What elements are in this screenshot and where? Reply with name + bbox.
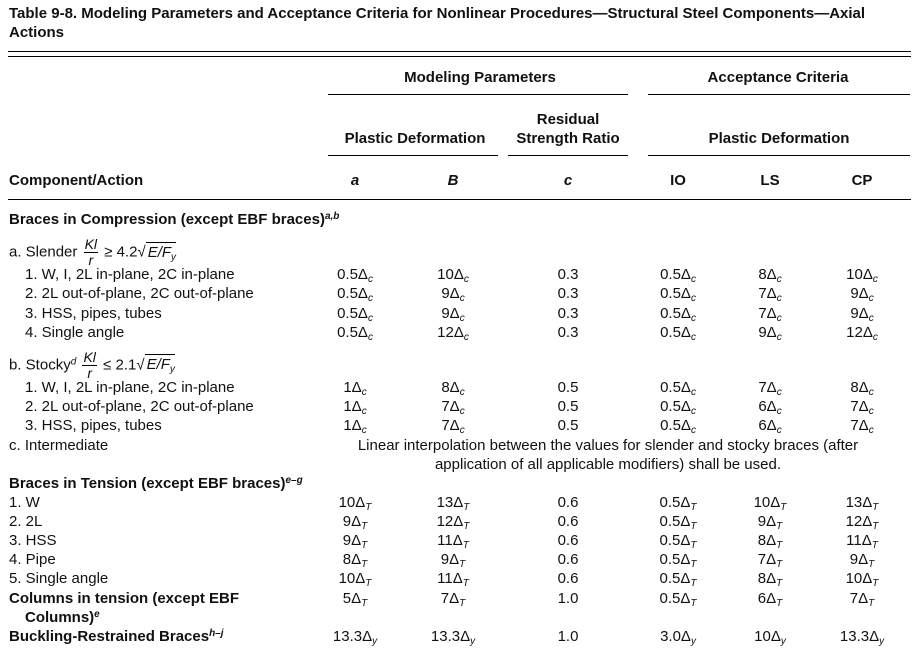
brb-c: 1.0	[557, 627, 579, 645]
cell-cp: $13\Delta_T$	[845, 493, 879, 513]
row-label: 1. W, I, 2L in-plane, 2C in-plane	[25, 378, 235, 396]
columns-title: Columns in tension (except EBF Columns)$^e$	[9, 589, 240, 626]
row-label: 2. 2L out-of-plane, 2C out-of-plane	[25, 398, 254, 416]
cell-io: $0.5\Delta_T$	[659, 512, 697, 532]
table-row	[0, 323, 919, 342]
cell-c: 0.5	[557, 398, 579, 416]
cell-ls: $7\Delta_T$	[757, 551, 783, 571]
cell-b: $13\Delta_T$	[436, 493, 470, 513]
cell-ls: $9\Delta_T$	[757, 512, 783, 532]
brb-cp: $13.3\Delta_y$	[839, 627, 885, 647]
plastic-deformation-header-mp: Plastic Deformation	[344, 130, 486, 147]
compression-title: Braces in Compression (except EBF braces)$^{a,b}$	[9, 211, 340, 228]
residual-strength-header-line1: Residual	[536, 111, 600, 128]
cell-io: $0.5\Delta_c$	[660, 398, 696, 418]
brb-ls: $10\Delta_y$	[754, 627, 786, 647]
kl-over-r: $\frac{Kl}{r}$	[83, 348, 96, 381]
cell-cp: $12\Delta_T$	[845, 512, 879, 532]
col-cp-header: CP	[851, 172, 873, 189]
brb-b: $13.3\Delta_y$	[430, 627, 476, 647]
top-rule	[8, 51, 911, 52]
cell-ls: $8\Delta_T$	[757, 532, 783, 552]
stocky-row	[0, 342, 919, 381]
row-label: 3. HSS, pipes, tubes	[25, 304, 162, 322]
cell-c: 0.6	[557, 493, 579, 511]
table-row	[0, 493, 919, 512]
cell-cp: $12\Delta_c$	[846, 323, 878, 343]
slender-label: a. Slender $\frac{Kl}{r}$ ≥ 4.2√ $E/F_y$	[9, 236, 177, 269]
cell-io: $0.5\Delta_T$	[659, 532, 697, 552]
modeling-parameters-rule	[328, 94, 628, 95]
cell-b: $8\Delta_c$	[441, 378, 465, 398]
columns-b: $7\Delta_T$	[440, 589, 466, 609]
col-c-header: c	[563, 172, 573, 189]
cell-io: $0.5\Delta_c$	[660, 323, 696, 343]
cell-cp: $11\Delta_T$	[846, 532, 878, 552]
cell-cp: $9\Delta_c$	[850, 285, 874, 305]
cell-a: $1\Delta_c$	[343, 378, 367, 398]
table-row	[0, 284, 919, 303]
brb-row	[0, 627, 919, 646]
cell-c: 0.3	[557, 266, 579, 284]
cell-cp: $7\Delta_c$	[850, 398, 874, 418]
cell-c: 0.3	[557, 304, 579, 322]
cell-b: $7\Delta_c$	[441, 417, 465, 437]
row-label: 4. Single angle	[25, 323, 125, 341]
brb-title: Buckling-Restrained Braces$^{h-j}$	[9, 627, 224, 645]
columns-c: 1.0	[557, 589, 579, 607]
table-row	[0, 265, 919, 284]
cell-ls: $7\Delta_c$	[758, 304, 782, 324]
cell-a: $0.5\Delta_c$	[337, 266, 373, 286]
plastic-deformation-ac-rule	[648, 155, 910, 156]
col-b-header: B	[447, 172, 459, 189]
cell-ls: $7\Delta_c$	[758, 378, 782, 398]
cell-c: 0.6	[557, 551, 579, 569]
cell-io: $0.5\Delta_c$	[660, 266, 696, 286]
columns-io: $0.5\Delta_T$	[659, 589, 697, 609]
cell-a: $1\Delta_c$	[343, 398, 367, 418]
cell-io: $0.5\Delta_c$	[660, 378, 696, 398]
cell-b: $10\Delta_c$	[437, 266, 469, 286]
cell-b: $12\Delta_T$	[436, 512, 470, 532]
cell-io: $0.5\Delta_c$	[660, 417, 696, 437]
residual-strength-rule	[508, 155, 628, 156]
modeling-parameters-header: Modeling Parameters	[404, 69, 556, 86]
cell-a: $0.5\Delta_c$	[337, 285, 373, 305]
cell-ls: $8\Delta_T$	[757, 570, 783, 590]
table-row	[0, 416, 919, 435]
cell-ls: $7\Delta_c$	[758, 285, 782, 305]
table-row	[0, 378, 919, 397]
columns-a: $5\Delta_T$	[342, 589, 368, 609]
cell-c: 0.5	[557, 417, 579, 435]
cell-cp: $10\Delta_T$	[845, 570, 879, 590]
residual-strength-header-line2: Strength Ratio	[516, 130, 620, 147]
table-body	[0, 210, 919, 646]
cell-a: $9\Delta_T$	[342, 512, 368, 532]
cell-a: $8\Delta_T$	[342, 551, 368, 571]
table-row	[0, 512, 919, 531]
cell-io: $0.5\Delta_c$	[660, 285, 696, 305]
component-action-header: Component/Action	[9, 172, 144, 189]
intermediate-row	[0, 436, 919, 474]
slender-row	[0, 229, 919, 269]
top-rule-2	[8, 56, 911, 57]
row-label: 5. Single angle	[9, 570, 109, 588]
cell-cp: $10\Delta_c$	[846, 266, 878, 286]
columns-row	[0, 589, 919, 627]
plastic-deformation-mp-rule	[328, 155, 498, 156]
cell-b: $7\Delta_c$	[441, 398, 465, 418]
table-title: Table 9-8. Modeling Parameters and Acceptance Criteria for Nonlinear Procedures—Structural Steel Components—Axial Actions	[9, 5, 866, 41]
cell-io: $0.5\Delta_T$	[659, 570, 697, 590]
cell-a: $9\Delta_T$	[342, 532, 368, 552]
cell-c: 0.5	[557, 378, 579, 396]
row-label: 2. 2L	[9, 512, 43, 530]
cell-b: $11\Delta_T$	[437, 532, 469, 552]
table-row	[0, 397, 919, 416]
cell-io: $0.5\Delta_c$	[660, 304, 696, 324]
intermediate-label: c. Intermediate	[9, 436, 109, 454]
cell-io: $0.5\Delta_T$	[659, 551, 697, 571]
columns-cp: $7\Delta_T$	[849, 589, 875, 609]
tension-title: Braces in Tension (except EBF braces)$^{e-g}$	[9, 474, 303, 492]
columns-ls: $6\Delta_T$	[757, 589, 783, 609]
cell-cp: $7\Delta_c$	[850, 417, 874, 437]
cell-a: $1\Delta_c$	[343, 417, 367, 437]
row-label: 3. HSS, pipes, tubes	[25, 417, 162, 435]
col-ls-header: LS	[760, 172, 780, 189]
cell-ls: $10\Delta_T$	[753, 493, 787, 513]
col-io-header: IO	[670, 172, 686, 189]
table-row	[0, 304, 919, 323]
cell-io: $0.5\Delta_T$	[659, 493, 697, 513]
row-label: 1. W, I, 2L in-plane, 2C in-plane	[25, 266, 235, 284]
cell-c: 0.6	[557, 512, 579, 530]
cell-c: 0.6	[557, 532, 579, 550]
cell-c: 0.3	[557, 323, 579, 341]
cell-a: $0.5\Delta_c$	[337, 323, 373, 343]
cell-c: 0.3	[557, 285, 579, 303]
cell-b: $12\Delta_c$	[437, 323, 469, 343]
stocky-label: b. Stocky$^d$ $\frac{Kl}{r}$ ≤ 2.1√ $E/F_y$	[9, 348, 175, 381]
col-a-header: a	[350, 172, 360, 189]
acceptance-criteria-rule	[648, 94, 910, 95]
cell-cp: $9\Delta_c$	[850, 304, 874, 324]
table-row	[0, 550, 919, 569]
row-label: 4. Pipe	[9, 551, 56, 569]
cell-ls: $6\Delta_c$	[758, 398, 782, 418]
cell-c: 0.6	[557, 570, 579, 588]
cell-ls: $9\Delta_c$	[758, 323, 782, 343]
row-label: 1. W	[9, 493, 40, 511]
cell-ls: $8\Delta_c$	[758, 266, 782, 286]
table-row	[0, 569, 919, 588]
cell-b: $9\Delta_T$	[440, 551, 466, 571]
table-row	[0, 531, 919, 550]
intermediate-text: Linear interpolation between the values for slender and stocky braces (after application of all applicable modifiers) shall be used.	[357, 436, 859, 473]
brb-io: $3.0\Delta_y$	[660, 627, 696, 647]
row-label: 3. HSS	[9, 532, 57, 550]
header-bottom-rule	[8, 199, 911, 200]
plastic-deformation-header-ac: Plastic Deformation	[708, 130, 850, 147]
acceptance-criteria-header: Acceptance Criteria	[707, 69, 849, 86]
cell-cp: $8\Delta_c$	[850, 378, 874, 398]
cell-b: $9\Delta_c$	[441, 285, 465, 305]
cell-a: $0.5\Delta_c$	[337, 304, 373, 324]
cell-a: $10\Delta_T$	[338, 570, 372, 590]
cell-ls: $6\Delta_c$	[758, 417, 782, 437]
cell-cp: $9\Delta_T$	[849, 551, 875, 571]
row-label: 2. 2L out-of-plane, 2C out-of-plane	[25, 285, 254, 303]
cell-a: $10\Delta_T$	[338, 493, 372, 513]
cell-b: $9\Delta_c$	[441, 304, 465, 324]
kl-over-r: $\frac{Kl}{r}$	[84, 236, 98, 269]
cell-b: $11\Delta_T$	[437, 570, 469, 590]
brb-a: $13.3\Delta_y$	[332, 627, 378, 647]
